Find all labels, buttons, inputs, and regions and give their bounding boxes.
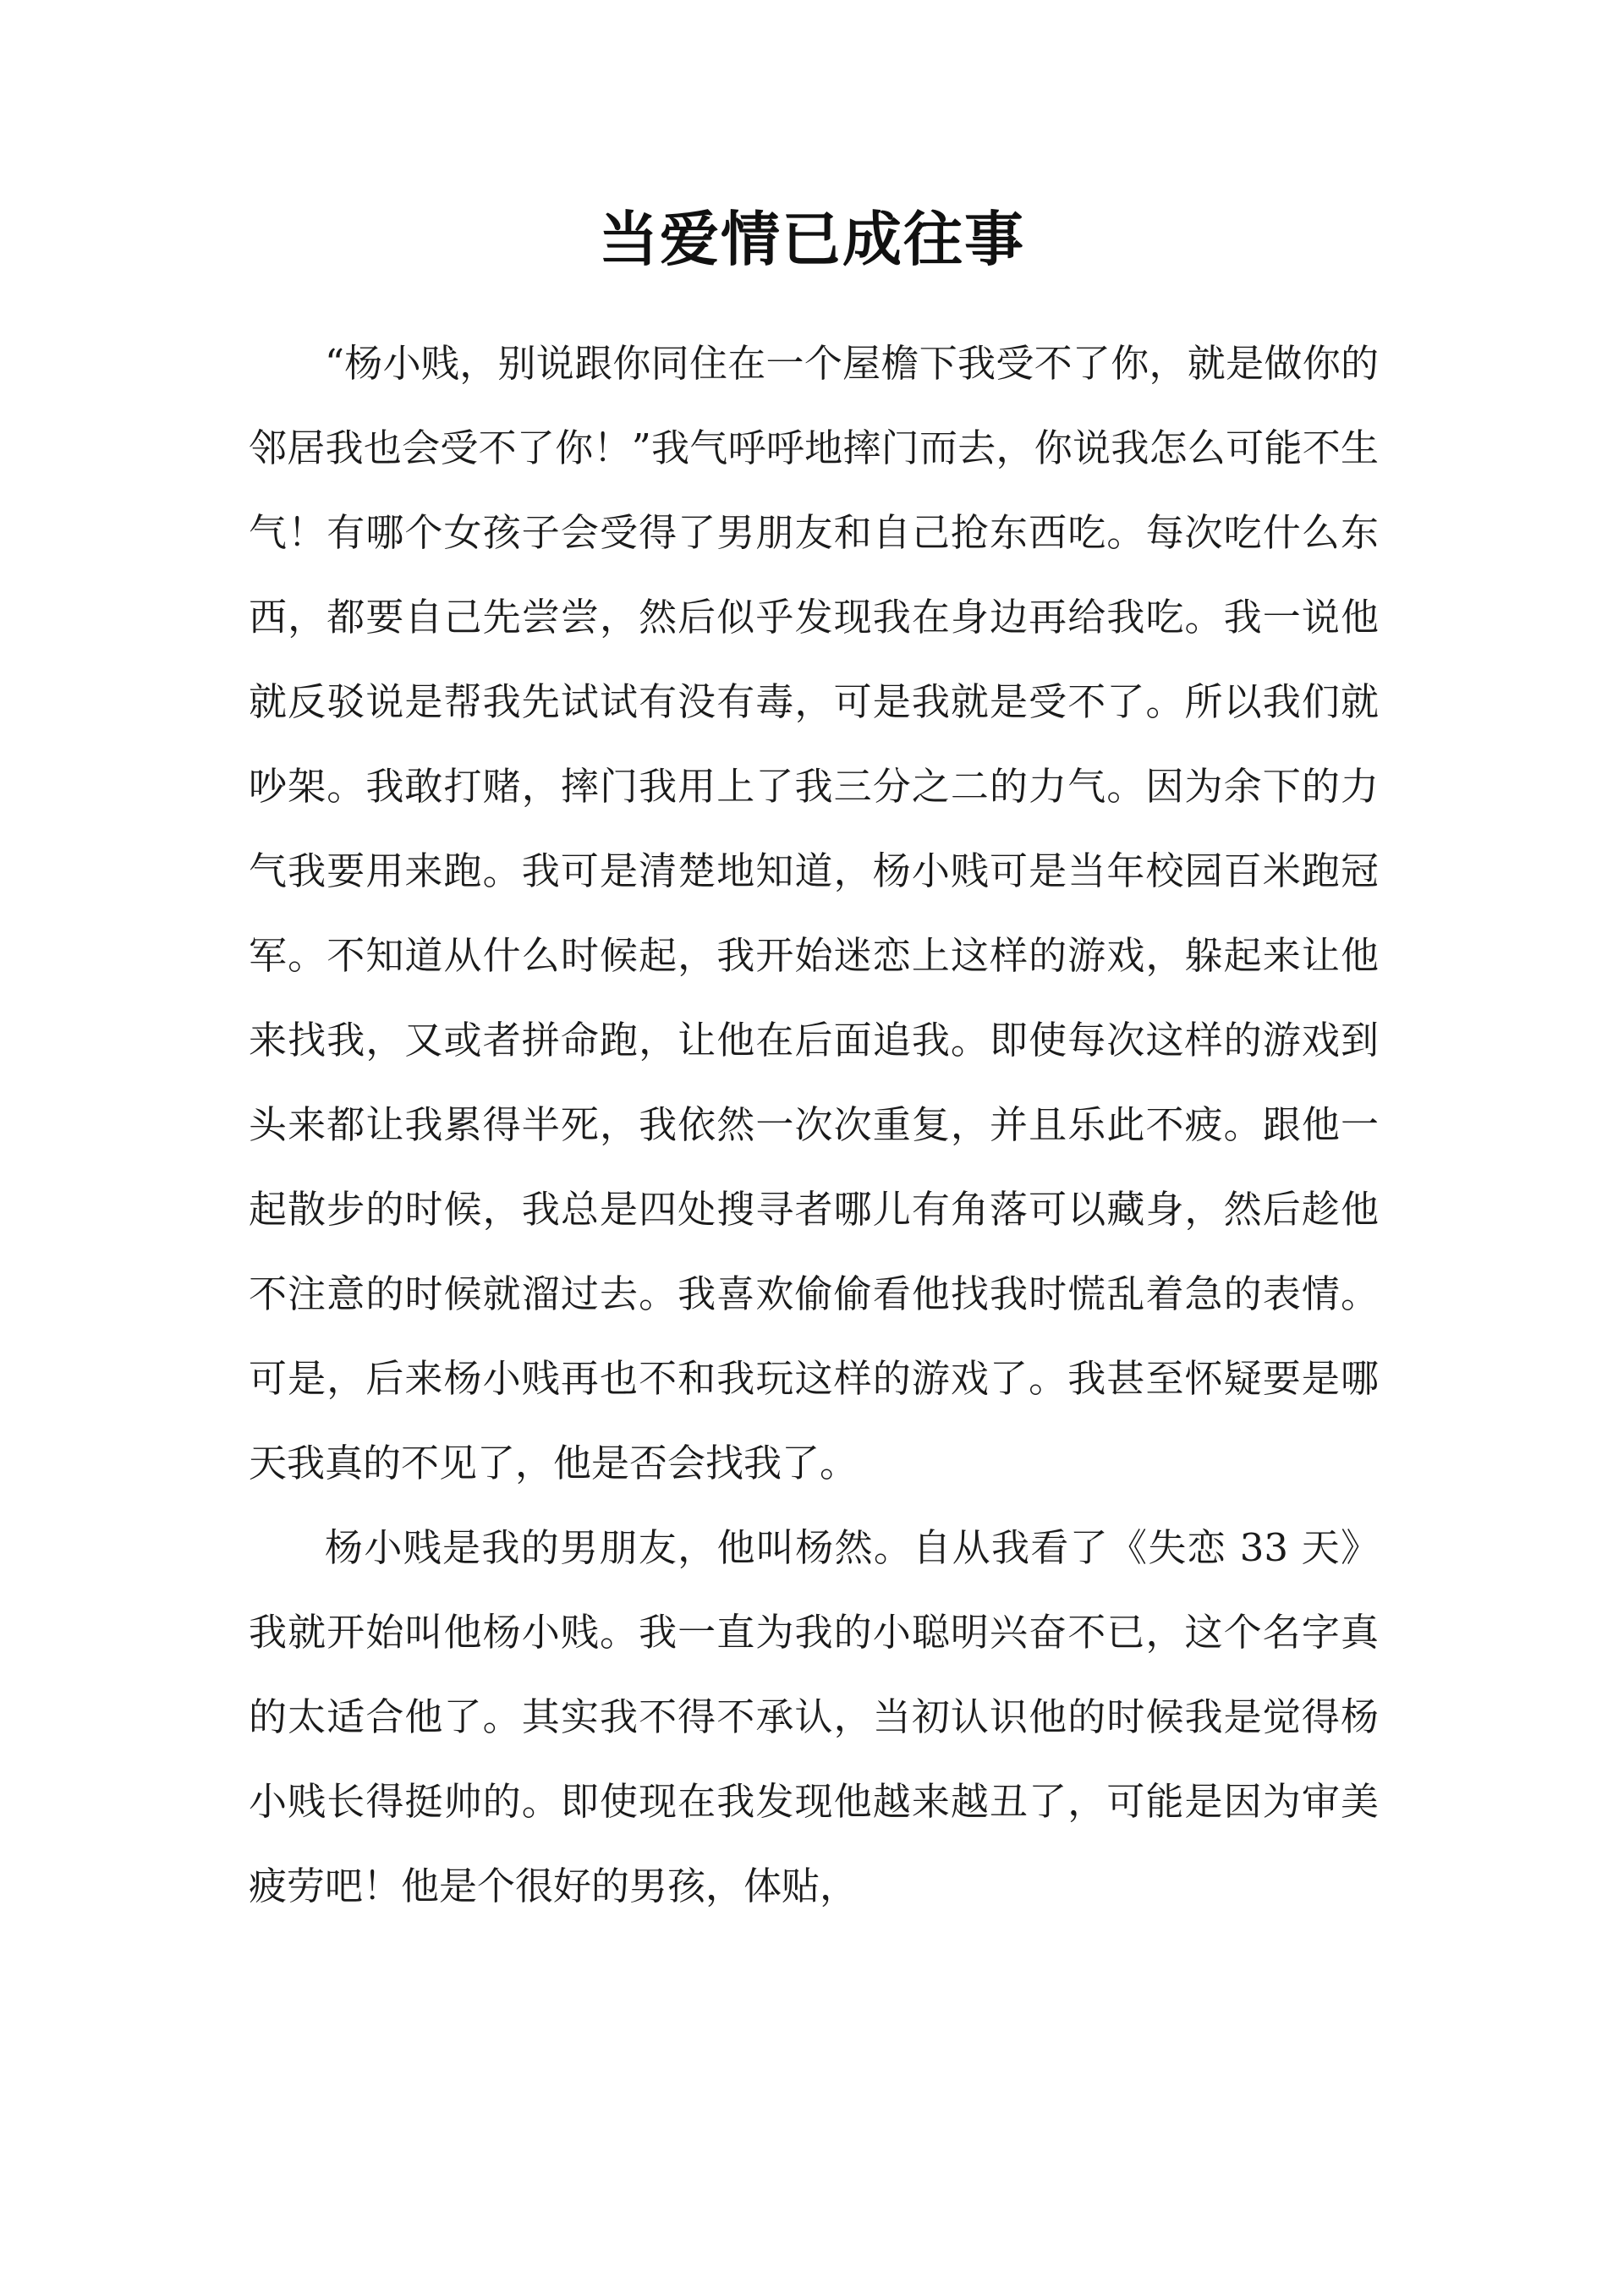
document-body xyxy=(249,321,1379,1929)
paragraph: 杨小贱是我的男朋友，他叫杨然。自从我看了《失恋 33 天》我就开始叫他杨小贱。我一直为我的小聪明兴奋不已，这个名字真的太适合他了。其实我不得不承认，当初认识他的时候我是觉得杨小贱长得挺帅的。即使现在我发现他越来越丑了，可能是因为审美疲劳吧！他是个很好的男孩，体贴， xyxy=(249,1525,1379,1908)
paragraph: “杨小贱，别说跟你同住在一个屋檐下我受不了你，就是做你的邻居我也会受不了你！”我气呼呼地摔门而去，你说我怎么可能不生气！有哪个女孩子会受得了男朋友和自己抢东西吃。每次吃什么东西，都要自己先尝尝，然后似乎发现我在身边再给我吃。我一说他就反驳说是帮我先试试有没有毒，可是我就是受不了。所以我们就吵架。我敢打赌，摔门我用上了我三分之二的力气。因为余下的力气我要用来跑。我可是清楚地知道，杨小贱可是当年校园百米跑冠军。不知道从什么时候起，我开始迷恋上这样的游戏，躲起来让他来找我，又或者拼命跑，让他在后面追我。即使每次这样的游戏到头来都让我累得半死，我依然一次次重复，并且乐此不疲。跟他一起散步的时候，我总是四处搜寻者哪儿有角落可以藏身，然后趁他不注意的时候就溜过去。我喜欢偷偷看他找我时慌乱着急的表情。可是，后来杨小贱再也不和我玩这样的游戏了。我甚至怀疑要是哪天我真的不见了，他是否会找我了。 xyxy=(249,341,1379,1485)
document-title: 当爱情已成往事 xyxy=(599,205,1025,274)
